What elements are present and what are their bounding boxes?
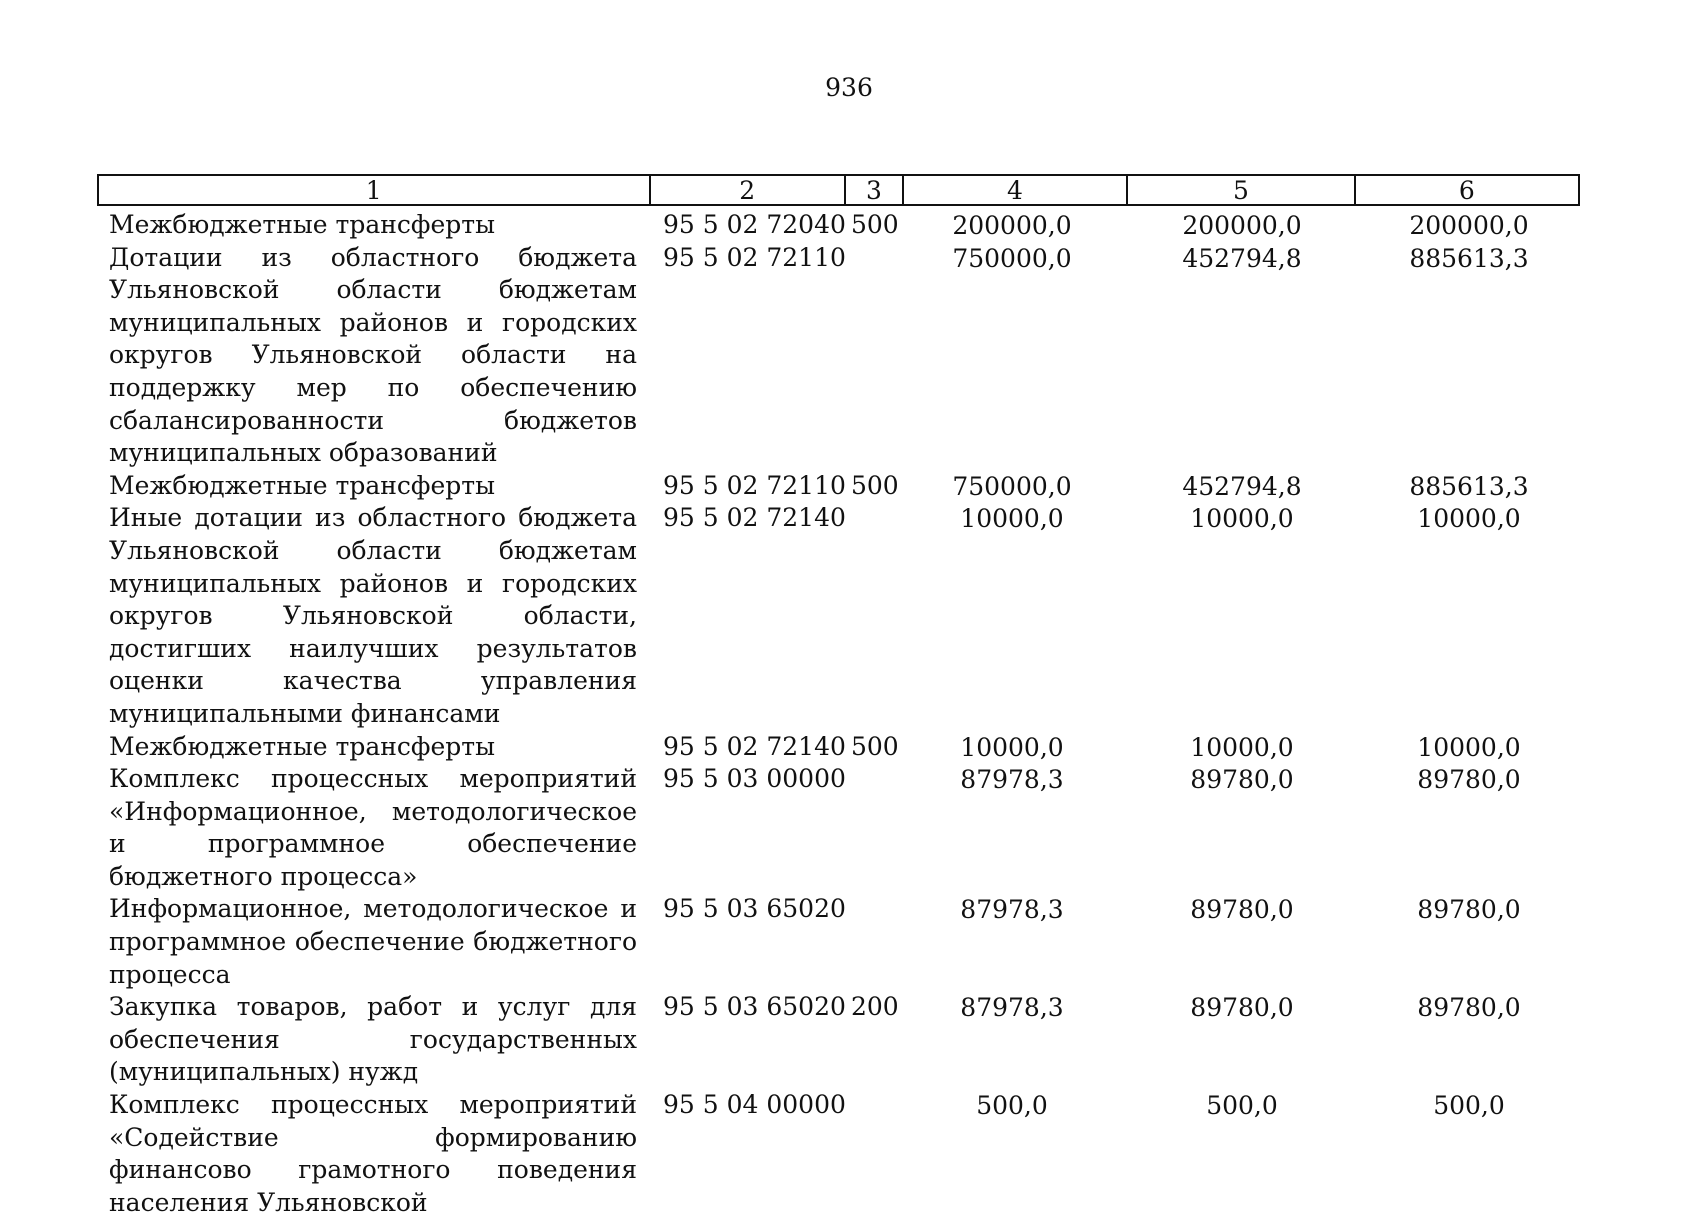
row-value-col6: 200000,0 — [1409, 211, 1529, 240]
table-row — [0, 991, 1698, 1089]
row-name: Закупка товаров, работ и услуг для обеспечения государственных (муниципальных) нужд — [109, 992, 637, 1087]
row-expense-type: 500 — [851, 731, 899, 761]
row-value-col5: 452794,8 — [1182, 471, 1302, 501]
table-row — [0, 763, 1698, 893]
row-value-col5: 10000,0 — [1190, 504, 1294, 534]
row-value-col6: 89780,0 — [1417, 895, 1521, 925]
row-expense-type: 500 — [851, 210, 899, 239]
header-col-4: 4 — [902, 176, 1126, 204]
row-value-col4: 500,0 — [976, 1091, 1048, 1121]
row-value-col5: 200000,0 — [1182, 211, 1302, 240]
row-code: 95 5 04 00000 — [663, 1090, 846, 1120]
row-name: Межбюджетные трансферты — [109, 470, 496, 500]
row-value-col4: 200000,0 — [952, 211, 1072, 240]
row-value-col5: 89780,0 — [1190, 993, 1294, 1023]
row-name: Комплекс процессных мероприятий «Информационное, методологическое и программное обеспечение бюджетного процесса» — [109, 764, 637, 891]
row-name: Межбюджетные трансферты — [109, 210, 496, 239]
row-code: 95 5 02 72140 — [663, 503, 846, 533]
row-name: Информационное, методологическое и программное обеспечение бюджетного процесса — [109, 894, 637, 989]
page-number: 936 — [825, 73, 873, 102]
row-value-col6: 89780,0 — [1417, 765, 1521, 795]
row-value-col6: 885613,3 — [1409, 471, 1529, 501]
table-row — [0, 209, 1698, 242]
row-value-col4: 750000,0 — [952, 471, 1072, 501]
row-value-col5: 89780,0 — [1190, 765, 1294, 795]
row-value-col6: 885613,3 — [1409, 243, 1529, 273]
row-value-col4: 87978,3 — [960, 993, 1064, 1023]
header-col-6: 6 — [1354, 176, 1578, 204]
row-value-col5: 89780,0 — [1190, 895, 1294, 925]
row-value-col6: 10000,0 — [1417, 504, 1521, 534]
row-code: 95 5 03 65020 — [663, 992, 846, 1022]
row-value-col4: 87978,3 — [960, 895, 1064, 925]
row-value-col4: 750000,0 — [952, 243, 1072, 273]
header-col-2: 2 — [649, 176, 844, 204]
row-value-col4: 10000,0 — [960, 504, 1064, 534]
row-value-col6: 10000,0 — [1417, 732, 1521, 762]
header-col-1: 1 — [365, 176, 382, 205]
row-code: 95 5 03 00000 — [663, 764, 846, 794]
header-col-3: 3 — [844, 176, 902, 204]
row-name: Дотации из областного бюджета Ульяновской области бюджетам муниципальных районов и городских округов Ульяновской области на поддержку мер по обеспечению сбалансированности бюджетов муниципальных образований — [109, 242, 637, 468]
row-value-col5: 452794,8 — [1182, 243, 1302, 273]
row-value-col5: 10000,0 — [1190, 732, 1294, 762]
row-expense-type: 200 — [851, 992, 899, 1022]
row-code: 95 5 02 72040 — [663, 210, 846, 239]
table-row — [0, 893, 1698, 991]
row-value-col5: 500,0 — [1206, 1091, 1278, 1121]
table-row — [0, 502, 1698, 730]
table-row — [0, 470, 1698, 503]
header-col-5: 5 — [1126, 176, 1353, 204]
row-code: 95 5 02 72140 — [663, 731, 846, 761]
row-code: 95 5 02 72110 — [663, 470, 846, 500]
row-code: 95 5 03 65020 — [663, 894, 846, 924]
table-row — [0, 242, 1698, 470]
table-row — [0, 731, 1698, 764]
row-name: Межбюджетные трансферты — [109, 731, 496, 761]
row-value-col6: 89780,0 — [1417, 993, 1521, 1023]
row-value-col4: 10000,0 — [960, 732, 1064, 762]
row-name: Комплекс процессных мероприятий «Содействие формированию финансово грамотного поведения населения Ульяновской — [109, 1090, 637, 1217]
row-code: 95 5 02 72110 — [663, 242, 846, 272]
row-expense-type: 500 — [851, 470, 899, 500]
row-value-col6: 500,0 — [1433, 1091, 1505, 1121]
table-header — [97, 174, 1580, 206]
table-body — [0, 209, 1698, 1219]
row-name: Иные дотации из областного бюджета Ульяновской области бюджетам муниципальных районов и городских округов Ульяновской области, достигших наилучших результатов оценки качества управления муниципальными финансами — [109, 503, 637, 728]
row-value-col4: 87978,3 — [960, 765, 1064, 795]
